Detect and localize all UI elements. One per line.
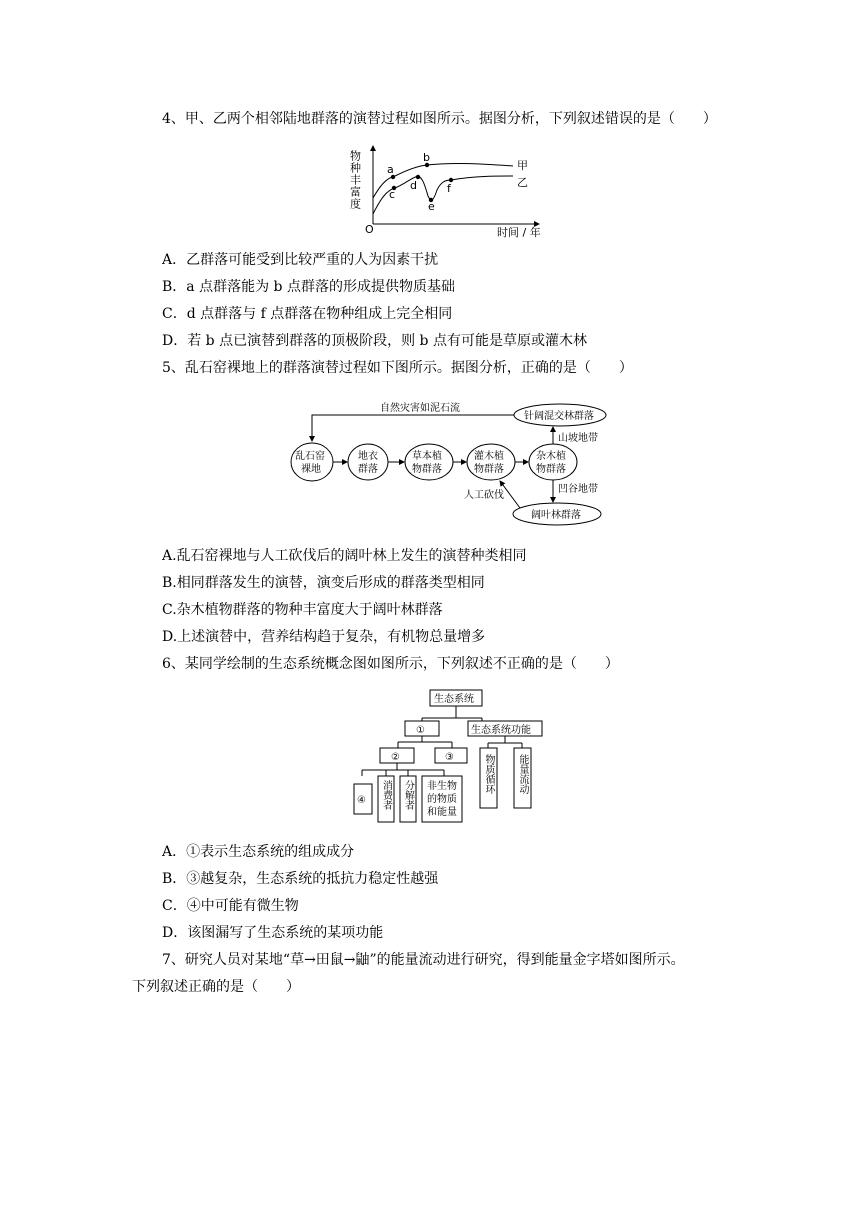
series-yi-label: 乙 — [517, 176, 528, 189]
box-1-label: ① — [416, 725, 425, 736]
q4-option-b: B．a 点群落能为 b 点群落的形成提供物质基础 — [162, 279, 455, 295]
bare-land-line1: 乱石窑 — [295, 451, 325, 462]
label-d: d — [410, 179, 417, 192]
q4-option-a: A．乙群落可能受到比较严重的人为因素干扰 — [162, 252, 439, 268]
q6-concept-map — [350, 688, 550, 828]
label-c: c — [389, 188, 396, 201]
shrub-line1: 灌木植 — [474, 451, 504, 462]
label-e: e — [428, 200, 435, 213]
q5-succession-diagram — [288, 396, 618, 526]
box-4-label: ④ — [357, 795, 366, 806]
label-a: a — [387, 163, 394, 176]
slope-label: 山坡地带 — [558, 433, 598, 444]
bare-land-line2: 裸地 — [301, 464, 321, 475]
lichen-line2: 群落 — [358, 464, 378, 475]
q6-option-b: B．③越复杂，生态系统的抵抗力稳定性越强 — [162, 871, 439, 887]
herb-line1: 草本植 — [412, 451, 442, 462]
ecosystem-label: 生态系统 — [434, 694, 474, 705]
abiotic-line3: 和能量 — [427, 807, 457, 818]
q4-option-d: D．若 b 点已演替到群落的顶极阶段，则 b 点有可能是草原或灌木林 — [162, 333, 587, 349]
logging-label: 人工砍伐 — [464, 490, 504, 501]
y-axis-label: 物种丰富度 — [348, 150, 362, 210]
q5-option-a: A.乱石窑裸地与人工砍伐后的阔叶林上发生的演替种类相同 — [162, 548, 527, 564]
q4-option-c: C．d 点群落与 f 点群落在物种组成上完全相同 — [162, 306, 453, 322]
q6-stem: 6、某同学绘制的生态系统概念图如图所示，下列叙述不正确的是（ ） — [162, 656, 619, 672]
q4-stem: 4、甲、乙两个相邻陆地群落的演替过程如图所示。据图分析，下列叙述错误的是（ ） — [162, 111, 717, 127]
label-b: b — [423, 151, 430, 164]
cycle-label: 物质循环 — [483, 754, 494, 794]
box-2-label: ② — [391, 752, 400, 763]
arrow-disaster — [312, 415, 514, 441]
decomposer-label: 分解者 — [402, 780, 414, 810]
q6-option-d: D．该图漏写了生态系统的某项功能 — [162, 925, 384, 941]
abiotic-line2: 的物质 — [427, 794, 457, 805]
flow-label: 能量流动 — [517, 754, 528, 794]
q5-stem: 5、乱石窑裸地上的群落演替过程如下图所示。据图分析，正确的是（ ） — [162, 360, 633, 376]
q5-option-d: D.上述演替中，营养结构趋于复杂，有机物总量增多 — [162, 629, 486, 645]
abiotic-line1: 非生物 — [427, 781, 457, 792]
q5-option-b: B.相同群落发生的演替，演变后形成的群落类型相同 — [162, 575, 485, 591]
origin-label: O — [365, 223, 374, 236]
shrub-line2: 物群落 — [474, 464, 504, 475]
valley-label: 凹谷地带 — [558, 484, 598, 495]
broadleaf-label: 阔叶林群落 — [531, 510, 581, 521]
box-3-label: ③ — [445, 752, 454, 763]
node-bare-land — [291, 443, 333, 481]
mixed-wood-line2: 物群落 — [536, 464, 566, 475]
q5-option-c: C.杂木植物群落的物种丰富度大于阔叶林群落 — [162, 602, 443, 618]
mixed-wood-line1: 杂木植 — [536, 451, 566, 462]
herb-line2: 物群落 — [412, 464, 442, 475]
q6-option-a: A．①表示生态系统的组成成分 — [162, 844, 355, 860]
q7-stem-line2: 下列叙述正确的是（ ） — [132, 979, 300, 995]
function-label: 生态系统功能 — [471, 725, 531, 736]
x-axis-label: 时间 / 年 — [497, 226, 541, 239]
q4-succession-graph — [345, 140, 545, 240]
label-f: f — [447, 182, 451, 195]
disaster-label: 自然灾害如泥石流 — [380, 403, 460, 414]
lichen-line1: 地衣 — [358, 451, 378, 462]
series-jia-label: 甲 — [517, 159, 528, 172]
q7-stem-line1: 7、研究人员对某地“草→田鼠→鼬”的能量流动进行研究，得到能量金字塔如图所示。 — [162, 952, 685, 968]
mixed-forest-label: 针阔混交林群落 — [524, 411, 594, 422]
q6-option-c: C．④中可能有微生物 — [162, 898, 299, 914]
consumer-label: 消费者 — [380, 780, 392, 810]
